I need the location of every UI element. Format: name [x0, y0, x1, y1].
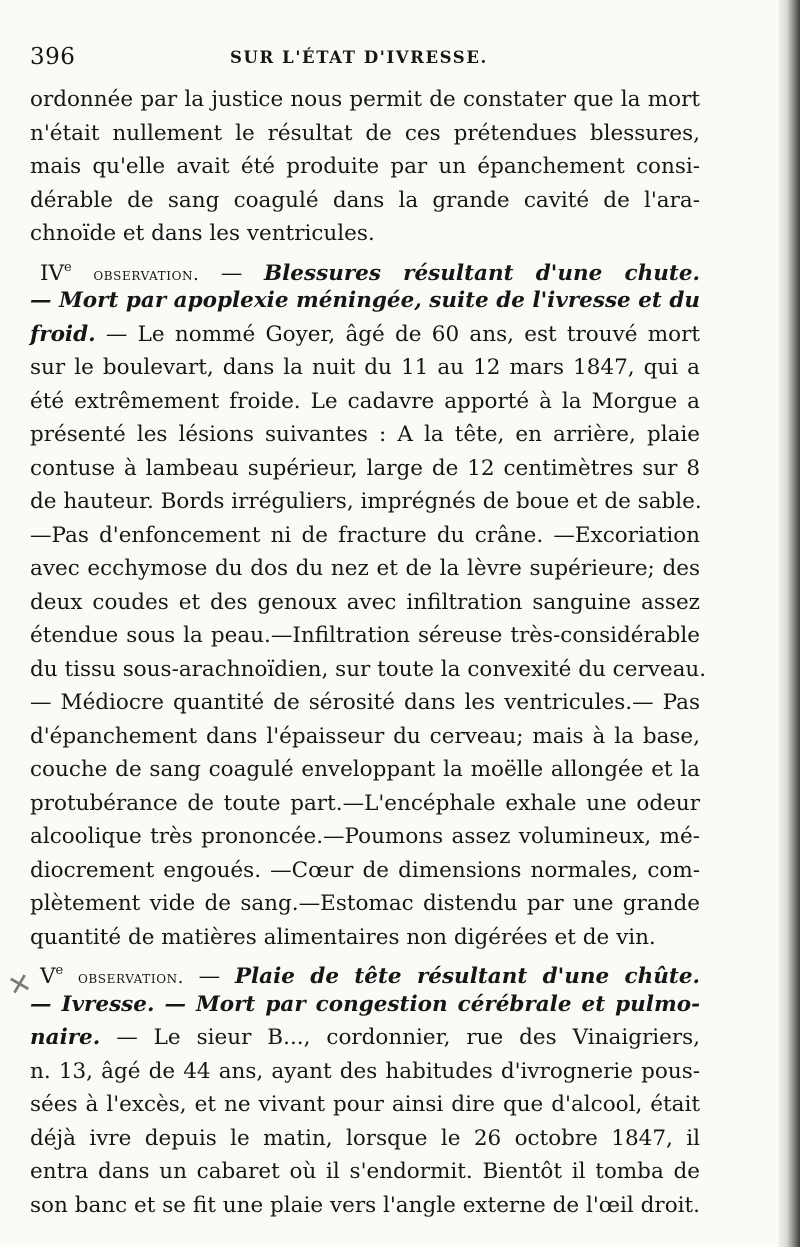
obs4-title-part3: froid.	[30, 321, 96, 347]
text-line: ordonnée par la justice nous permit de constater que la mort	[30, 87, 700, 112]
obs4-heading-line	[30, 251, 700, 285]
obs4-title-part2: — Mort par apoplexie méningée, suite de l'ivresse et du	[30, 288, 700, 313]
page-header	[30, 44, 690, 76]
text-line: du tissu sous-arachnoïdien, sur toute la convexité du cerveau.	[30, 656, 707, 682]
text-line: diocrement engoués. —Cœur de dimensions normales, com-	[30, 857, 700, 883]
text-line: deux coudes et des genoux avec infiltration sanguine assez	[30, 589, 700, 615]
page-edge-shadow	[778, 0, 800, 1247]
text-line: plètement vide de sang.—Estomac distendu par une grande	[30, 891, 700, 916]
page-number: 396	[30, 44, 76, 70]
obs5-line3	[30, 1021, 700, 1055]
text-line: mais qu'elle avait été produite par un épanchement consi-	[30, 154, 700, 179]
obs4-title-part1: Blessures résultant d'une chute.	[263, 260, 700, 286]
text-line: —Pas d'enfoncement ni de fracture du crâne. —Excoriation	[30, 522, 700, 548]
paragraph-continuation	[30, 83, 700, 251]
text-line: sur le boulevart, dans la nuit du 11 au 12 mars 1847, qui a	[30, 355, 700, 380]
obs4-numeral: IV	[40, 260, 65, 286]
obs5-label: observation.	[77, 968, 184, 988]
obs5-line3-rest: — Le sieur B..., cordonnier, rue des Vinaigriers,	[100, 1025, 700, 1050]
obs5-body	[30, 1055, 700, 1223]
text-line: couche de sang coagulé enveloppant la moëlle allongée et la	[30, 757, 700, 782]
text-line: avec ecchymose du dos du nez et de la lèvre supérieure; des	[30, 556, 700, 581]
text-line: de hauteur. Bords irréguliers, imprégnés de boue et de sable.	[30, 489, 702, 514]
obs5-sup: e	[55, 963, 64, 978]
text-line: sées à l'excès, et ne vivant pour ainsi dire que d'alcool, était	[30, 1092, 700, 1117]
observation-4	[30, 251, 707, 955]
text-line: son banc et se fit une plaie vers l'angle externe de l'œil droit.	[30, 1192, 700, 1218]
margin-pencil-mark: ✕	[4, 965, 36, 1004]
obs5-dash: —	[183, 964, 235, 989]
text-line: dérable de sang coagulé dans la grande cavité de l'ara-	[30, 187, 700, 213]
text-line: d'épanchement dans l'épaisseur du cerveau; mais à la base,	[30, 723, 700, 749]
obs4-dash: —	[199, 260, 264, 286]
obs4-line3-rest: — Le nommé Goyer, âgé de 60 ans, est trouvé mort	[95, 321, 700, 347]
text-line: quantité de matières alimentaires non digérées et de vin.	[30, 924, 656, 950]
text-line: entra dans un cabaret où il s'endormit. Bientôt il tomba de	[30, 1159, 700, 1184]
text-line: n. 13, âgé de 44 ans, ayant des habitudes d'ivrognerie pous-	[30, 1058, 700, 1084]
text-line: chnoïde et dans les ventricules.	[30, 221, 375, 246]
obs5-title-part1: Plaie de tête résultant d'une chûte.	[234, 964, 701, 989]
text-line: protubérance de toute part.—L'encéphale exhale une odeur	[30, 790, 700, 816]
text-line: — Médiocre quantité de sérosité dans les ventricules.— Pas	[30, 690, 700, 715]
obs4-line3	[30, 318, 700, 352]
obs5-numeral: V	[40, 964, 56, 989]
body-text	[30, 83, 707, 1222]
obs5-title-part3: naire.	[30, 1025, 101, 1050]
text-line: été extrêmement froide. Le cadavre apporté à la Morgue a	[30, 388, 700, 414]
text-line: déjà ivre depuis le matin, lorsque le 26 octobre 1847, il	[30, 1125, 700, 1151]
text-line: alcoolique très prononcée.—Poumons assez volumineux, mé-	[30, 824, 700, 849]
observation-5	[30, 954, 700, 1222]
obs5-title-part2: — Ivresse. — Mort par congestion cérébrale et pulmo-	[30, 991, 700, 1017]
text-line: contuse à lambeau supérieur, large de 12 centimètres sur 8	[30, 455, 700, 481]
text-line: étendue sous la peau.—Infiltration séreuse très-considérable	[30, 623, 700, 648]
obs4-body	[30, 351, 707, 954]
obs4-sup: e	[64, 259, 72, 275]
running-title: SUR L'ÉTAT D'IVRESSE.	[230, 48, 488, 67]
obs5-heading-line	[30, 954, 700, 988]
obs4-label: observation.	[93, 264, 200, 285]
text-line: présenté les lésions suivantes : A la tête, en arrière, plaie	[30, 422, 700, 447]
text-line: n'était nullement le résultat de ces prétendues blessures,	[30, 120, 700, 146]
